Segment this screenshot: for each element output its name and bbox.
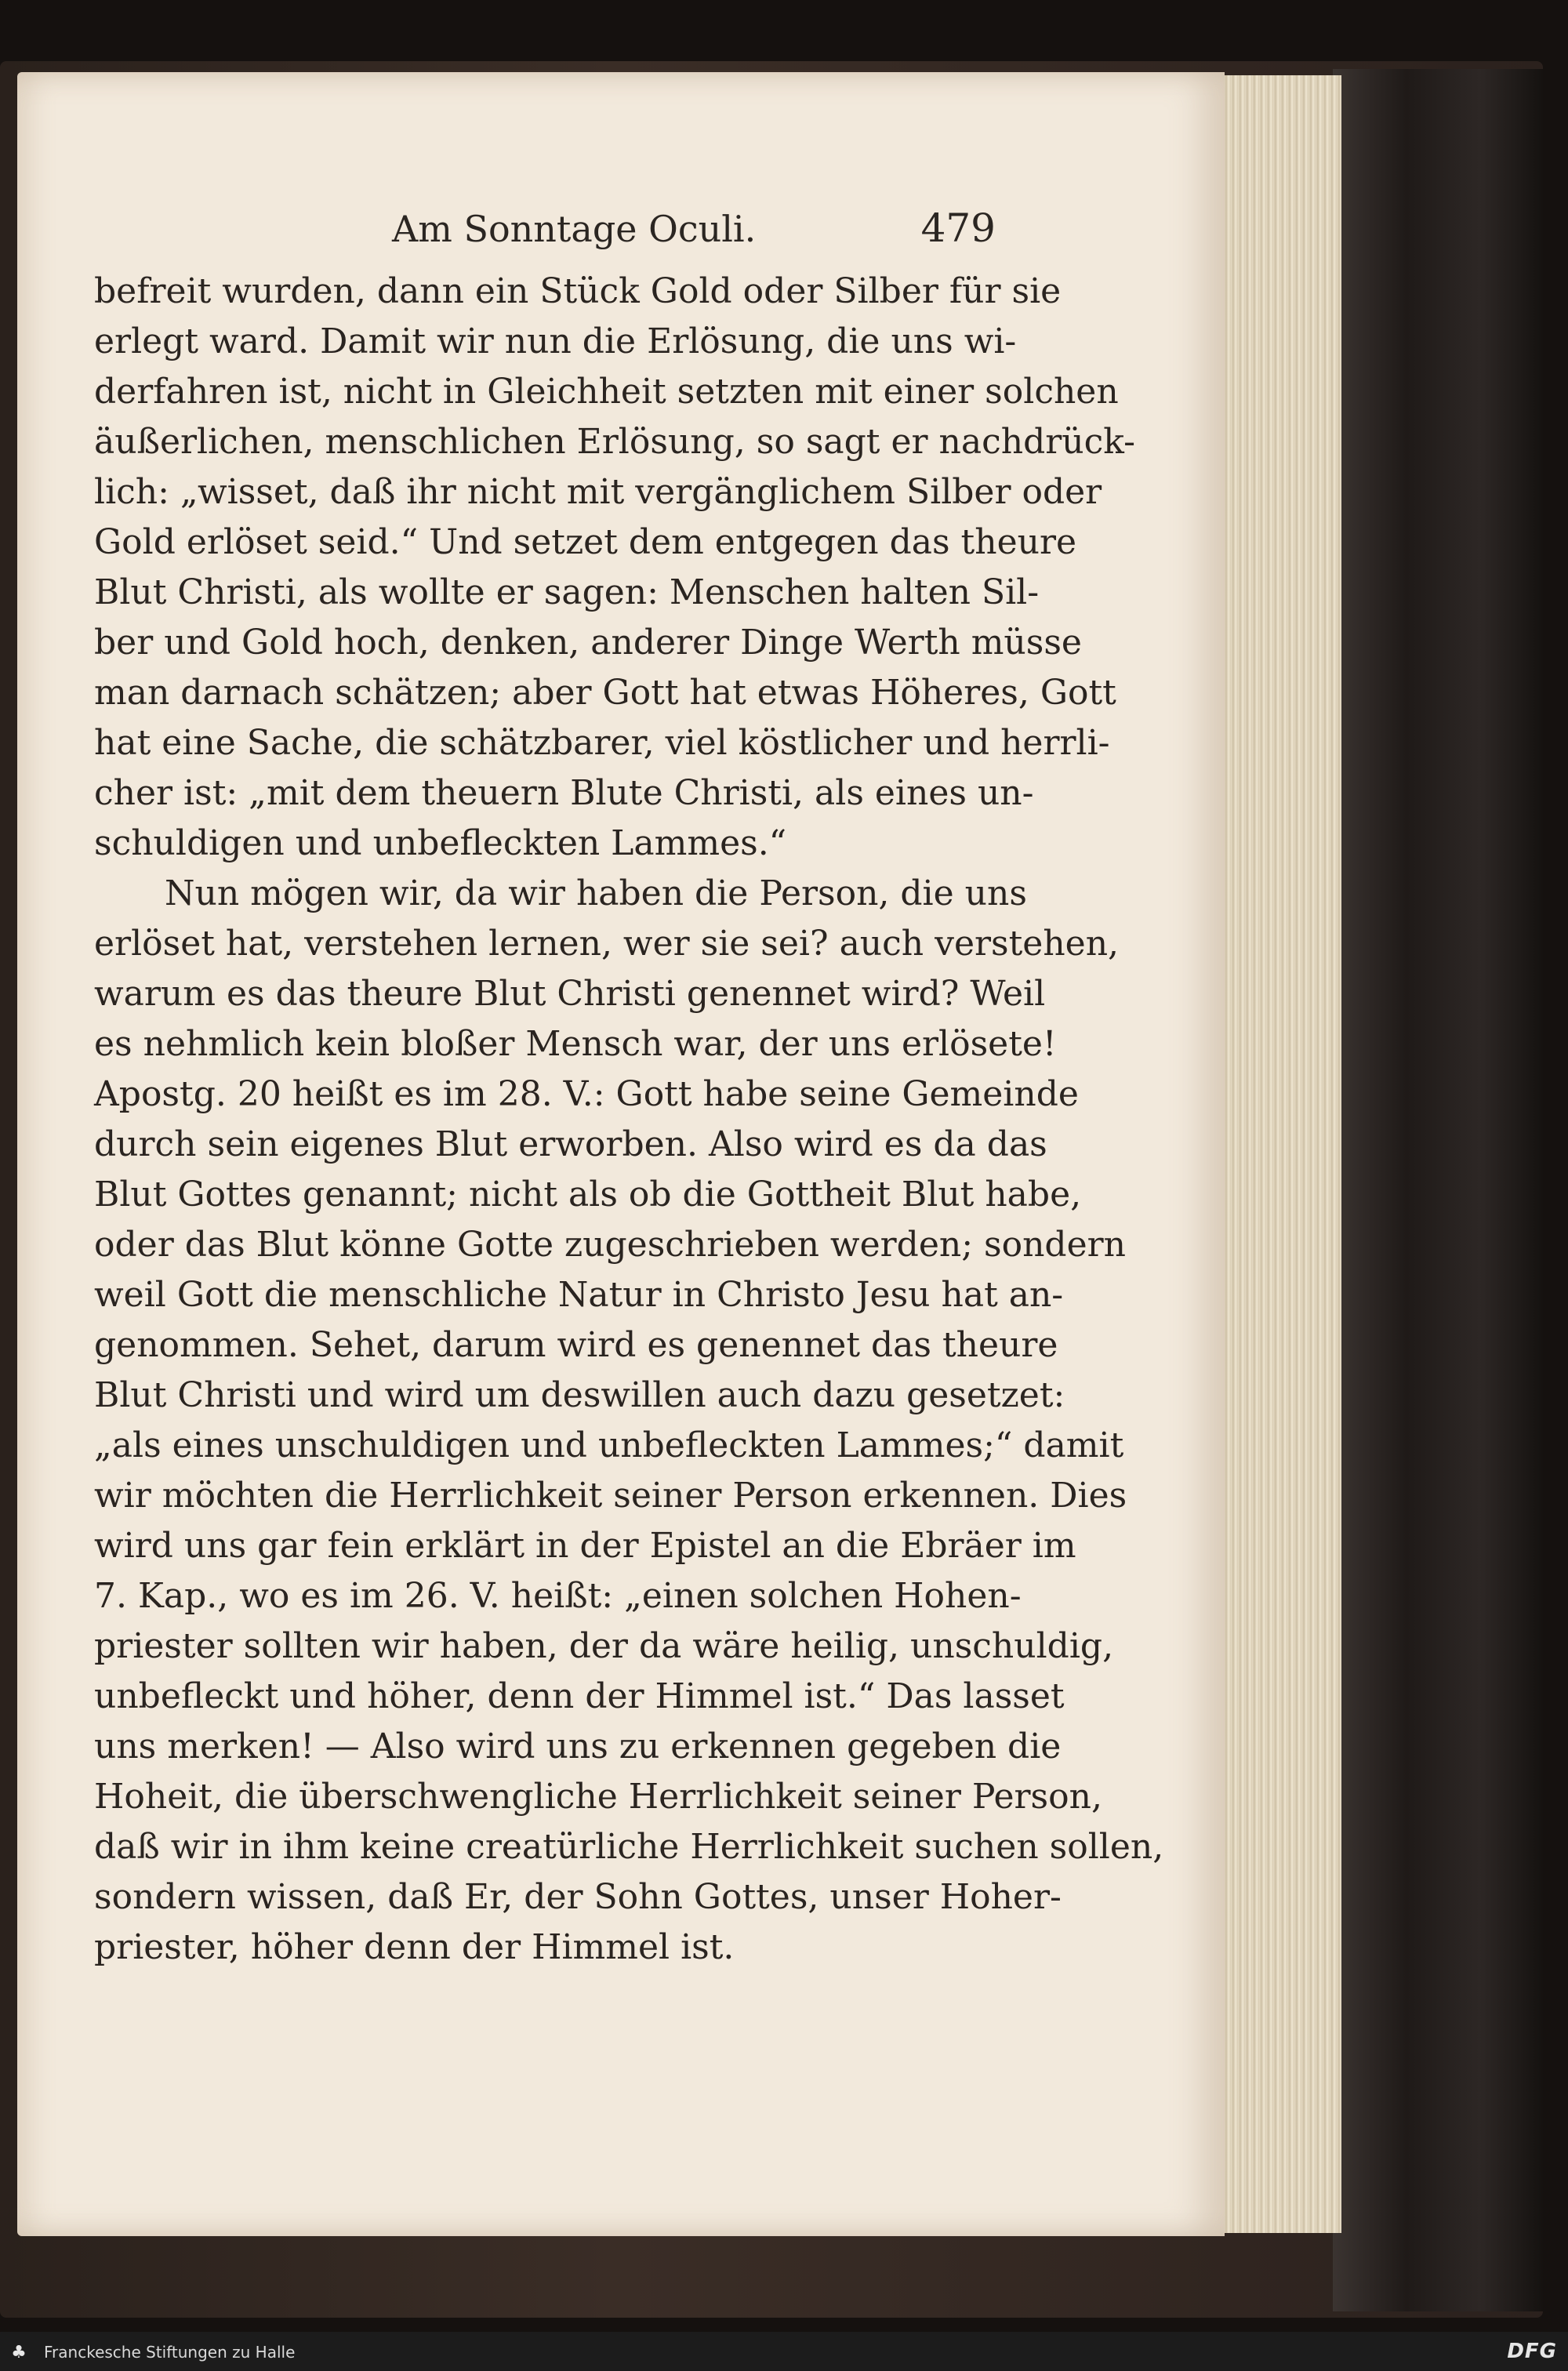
body-text (94, 267, 1164, 1973)
text-line: man darnach schätzen; aber Gott hat etwas Höheres, Gott (94, 673, 1116, 713)
text-line: genommen. Sehet, darum wird es genennet das theure (94, 1325, 1058, 1365)
dfg-logo: DFG (1507, 2340, 1557, 2363)
footer-bar (0, 2332, 1568, 2371)
text-line: uns merken! — Also wird uns zu erkennen gegeben die (94, 1727, 1062, 1766)
text-line: warum es das theure Blut Christi genennet wird? Weil (94, 974, 1046, 1014)
text-line: wir möchten die Herrlichkeit seiner Person erkennen. Dies (94, 1476, 1127, 1516)
text-line: hat eine Sache, die schätzbarer, viel köstlicher und herrli- (94, 723, 1110, 763)
text-line: „als eines unschuldigen und unbefleckten Lammes;“ damit (94, 1425, 1124, 1465)
footer-institution: Franckesche Stiftungen zu Halle (44, 2343, 296, 2362)
text-line: durch sein eigenes Blut erworben. Also wird es da das (94, 1124, 1047, 1164)
text-line: priester, höher denn der Himmel ist. (94, 1927, 735, 1967)
tree-logo-icon: ♣ (11, 2342, 27, 2362)
text-line: priester sollten wir haben, der da wäre heilig, unschuldig, (94, 1626, 1114, 1666)
text-line: cher ist: „mit dem theuern Blute Christi, als eines un- (94, 773, 1034, 813)
text-line: Blut Christi, als wollte er sagen: Menschen halten Sil- (94, 572, 1040, 612)
text-line: es nehmlich kein bloßer Mensch war, der uns erlösete! (94, 1024, 1057, 1064)
text-line: Apostg. 20 heißt es im 28. V.: Gott habe seine Gemeinde (94, 1074, 1079, 1114)
text-line: erlöset hat, verstehen lernen, wer sie sei? auch verstehen, (94, 924, 1120, 964)
running-head (94, 205, 996, 251)
text-line: unbefleckt und höher, denn der Himmel ist.“ Das lasset (94, 1676, 1065, 1716)
text-line: derfahren ist, nicht in Gleichheit setzten mit einer solchen (94, 372, 1119, 412)
text-line: schuldigen und unbefleckten Lammes.“ (94, 823, 787, 863)
text-line: Blut Gottes genannt; nicht als ob die Gottheit Blut habe, (94, 1175, 1082, 1215)
text-line: wird uns gar fein erklärt in der Epistel an die Ebräer im (94, 1526, 1076, 1566)
text-line: sondern wissen, daß Er, der Sohn Gottes, unser Hoher- (94, 1877, 1062, 1917)
text-line: weil Gott die menschliche Natur in Christo Jesu hat an- (94, 1275, 1064, 1315)
text-line: erlegt ward. Damit wir nun die Erlösung, die uns wi- (94, 321, 1017, 361)
paragraph-start-line: Nun mögen wir, da wir haben die Person, die uns (165, 873, 1027, 913)
text-line: oder das Blut könne Gotte zugeschrieben werden; sondern (94, 1225, 1127, 1265)
text-line: befreit wurden, dann ein Stück Gold oder Silber für sie (94, 271, 1062, 311)
page-edges (1221, 75, 1341, 2233)
text-line: ber und Gold hoch, denken, anderer Dinge Werth müsse (94, 623, 1082, 663)
text-line: äußerlichen, menschlichen Erlösung, so sagt er nachdrück- (94, 422, 1136, 462)
book-binding-edge (1333, 69, 1543, 2311)
text-line: Hoheit, die überschwengliche Herrlichkeit seiner Person, (94, 1777, 1102, 1817)
text-line: daß wir in ihm keine creatürliche Herrlichkeit suchen sollen, (94, 1827, 1164, 1867)
text-line: Gold erlöset seid.“ Und setzet dem entgegen das theure (94, 522, 1077, 562)
text-line: lich: „wisset, daß ihr nicht mit vergänglichem Silber oder (94, 472, 1102, 512)
text-line: Blut Christi und wird um deswillen auch dazu gesetzet: (94, 1375, 1065, 1415)
text-line: 7. Kap., wo es im 26. V. heißt: „einen solchen Hohen- (94, 1576, 1022, 1616)
page-number: 479 (920, 205, 996, 251)
running-head-title: Am Sonntage Oculi. (392, 208, 757, 250)
